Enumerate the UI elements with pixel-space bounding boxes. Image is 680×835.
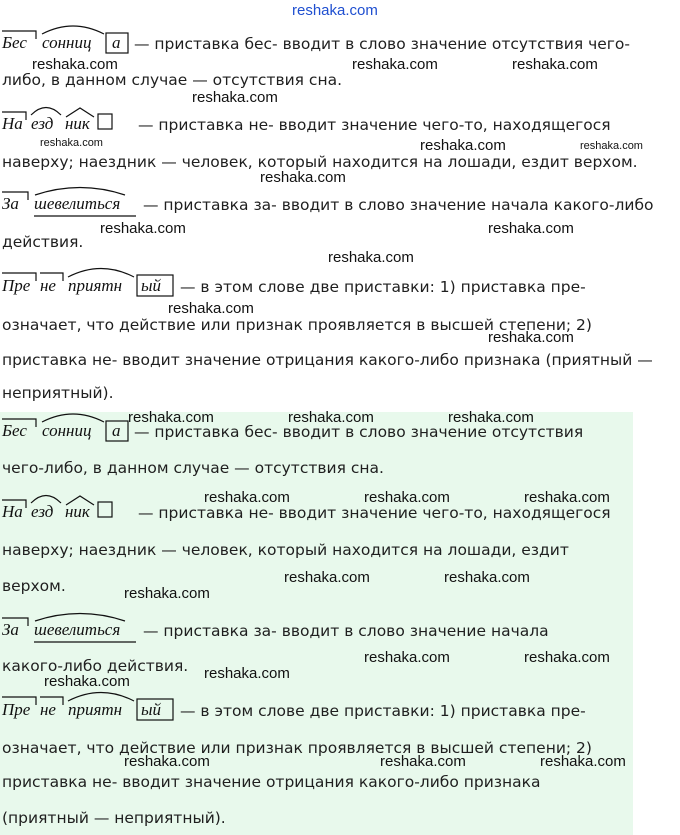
suffix-nik: ник <box>65 114 90 133</box>
text-line: верхом. <box>2 577 66 595</box>
text-line: означает, что действие или признак проявляется в высшей степени; 2) <box>2 316 592 334</box>
prefix-pre: Пре <box>2 700 31 719</box>
watermark: reshaka.com <box>380 753 466 770</box>
prefix-na: На <box>2 114 23 133</box>
watermark: reshaka.com <box>488 220 574 237</box>
root-arc <box>42 414 104 422</box>
watermark: reshaka.com <box>204 489 290 506</box>
watermark: reshaka.com <box>260 169 346 186</box>
root-ezd: езд <box>31 502 54 521</box>
watermark: reshaka.com <box>364 489 450 506</box>
watermark: reshaka.com <box>364 649 450 666</box>
watermark: reshaka.com <box>488 329 574 346</box>
watermark: reshaka.com <box>192 89 278 106</box>
root-arc <box>31 496 61 504</box>
prefix-mark <box>2 618 28 626</box>
ending-a: а <box>112 33 121 52</box>
prefix-mark <box>2 273 36 281</box>
ending-box <box>137 699 173 720</box>
root-arc <box>68 693 134 702</box>
root-sonnits: сонниц <box>42 33 92 52</box>
watermark: reshaka.com <box>168 300 254 317</box>
text-line: — приставка за- вводит в слово значение начала какого-либо <box>143 196 654 214</box>
morpheme-marks-preneprijatny-1 <box>2 269 173 297</box>
text-line: чего-либо, в данном случае — отсутствия сна. <box>2 459 384 477</box>
prefix-pre: Пре <box>2 276 31 295</box>
prefix-mark <box>40 273 63 281</box>
root-prijatn: приятн <box>68 276 123 295</box>
prefix-mark <box>2 31 36 39</box>
morpheme-marks-zashevelitsya-1 <box>2 188 136 217</box>
morpheme-marks-naezdnik-2 <box>2 496 112 518</box>
zero-ending-box <box>98 502 112 517</box>
prefix-mark <box>2 192 28 200</box>
prefix-mark <box>2 500 26 508</box>
text-line: действия. <box>2 233 84 251</box>
text-line: приставка не- вводит значение отрицания какого-либо признака <box>2 773 541 791</box>
watermark: reshaka.com <box>284 569 370 586</box>
watermark: reshaka.com <box>352 56 438 73</box>
prefix-ne: не <box>40 276 56 295</box>
watermark: reshaka.com <box>448 409 534 426</box>
watermark: reshaka.com <box>128 409 214 426</box>
watermark: reshaka.com <box>580 140 643 152</box>
ending-box <box>106 33 128 53</box>
prefix-mark <box>2 112 26 120</box>
text-line: какого-либо действия. <box>2 657 189 675</box>
root-arc <box>35 614 125 622</box>
text-line: означает, что действие или признак проявляется в высшей степени; 2) <box>2 739 592 757</box>
root-sonnits: сонниц <box>42 421 92 440</box>
watermark: reshaka.com <box>524 649 610 666</box>
zero-ending-box <box>98 114 112 129</box>
text-line: приставка не- вводит значение отрицания какого-либо признака (приятный — <box>2 351 653 369</box>
ending-box <box>106 421 128 441</box>
root-arc <box>31 108 61 116</box>
prefix-za: За <box>2 620 19 639</box>
watermark: reshaka.com <box>288 409 374 426</box>
watermark: reshaka.com <box>328 249 414 266</box>
ending-yj: ый <box>141 700 162 719</box>
text-line: — приставка не- вводит значение чего-то, находящегося <box>138 116 611 134</box>
watermark: reshaka.com <box>420 137 506 154</box>
ending-a: а <box>112 421 121 440</box>
morpheme-marks-bessonnitsa-2 <box>2 414 128 441</box>
text-line: — приставка не- вводит значение чего-то, находящегося <box>138 504 611 522</box>
text-line: (приятный — неприятный). <box>2 809 226 827</box>
morpheme-marks-zashevelitsya-2 <box>2 614 136 643</box>
watermark: reshaka.com <box>124 753 210 770</box>
text-line: — в этом слове две приставки: 1) приставка пре- <box>180 278 586 296</box>
root-arc <box>68 269 134 278</box>
morpheme-marks-naezdnik-1 <box>2 108 112 130</box>
prefix-na: На <box>2 502 23 521</box>
morpheme-marks-bessonnitsa-1 <box>2 26 128 53</box>
root-ezd: езд <box>31 114 54 133</box>
watermark: reshaka.com <box>124 585 210 602</box>
text-line: — приставка бес- вводит в слово значение отсутствия <box>134 423 584 441</box>
word-rest: шевелиться <box>34 620 121 639</box>
suffix-mark <box>66 496 94 505</box>
prefix-mark <box>2 419 36 427</box>
text-line: наверху; наездник — человек, который находится на лошади, ездит верхом. <box>2 153 638 171</box>
suffix-mark <box>66 108 94 117</box>
text-line: — приставка бес- вводит в слово значение отсутствия чего- <box>134 35 630 53</box>
text-line: — в этом слове две приставки: 1) приставка пре- <box>180 702 586 720</box>
text-line: наверху; наездник — человек, который находится на лошади, ездит <box>2 541 569 559</box>
ending-box <box>137 275 173 296</box>
prefix-mark <box>40 697 63 705</box>
root-arc <box>42 26 104 34</box>
prefix-bes: Бес <box>2 421 27 440</box>
watermark: reshaka.com <box>540 753 626 770</box>
watermark: reshaka.com <box>40 137 103 149</box>
watermark: reshaka.com <box>204 665 290 682</box>
ending-yj: ый <box>141 276 162 295</box>
text-line: либо, в данном случае — отсутствия сна. <box>2 71 343 89</box>
watermark: reshaka.com <box>512 56 598 73</box>
suffix-nik: ник <box>65 502 90 521</box>
watermark: reshaka.com <box>100 220 186 237</box>
watermark: reshaka.com <box>444 569 530 586</box>
prefix-bes: Бес <box>2 33 27 52</box>
morpheme-marks-preneprijatny-2 <box>2 693 173 721</box>
site-watermark-top: reshaka.com <box>292 2 378 19</box>
word-rest: шевелиться <box>34 194 121 213</box>
prefix-ne: не <box>40 700 56 719</box>
watermark: reshaka.com <box>524 489 610 506</box>
prefix-za: За <box>2 194 19 213</box>
watermark: reshaka.com <box>32 56 118 73</box>
prefix-mark <box>2 697 36 705</box>
text-line: — приставка за- вводит в слово значение начала <box>143 622 549 640</box>
root-prijatn: приятн <box>68 700 123 719</box>
watermark: reshaka.com <box>44 673 130 690</box>
root-arc <box>35 188 125 196</box>
text-line: неприятный). <box>2 384 114 402</box>
